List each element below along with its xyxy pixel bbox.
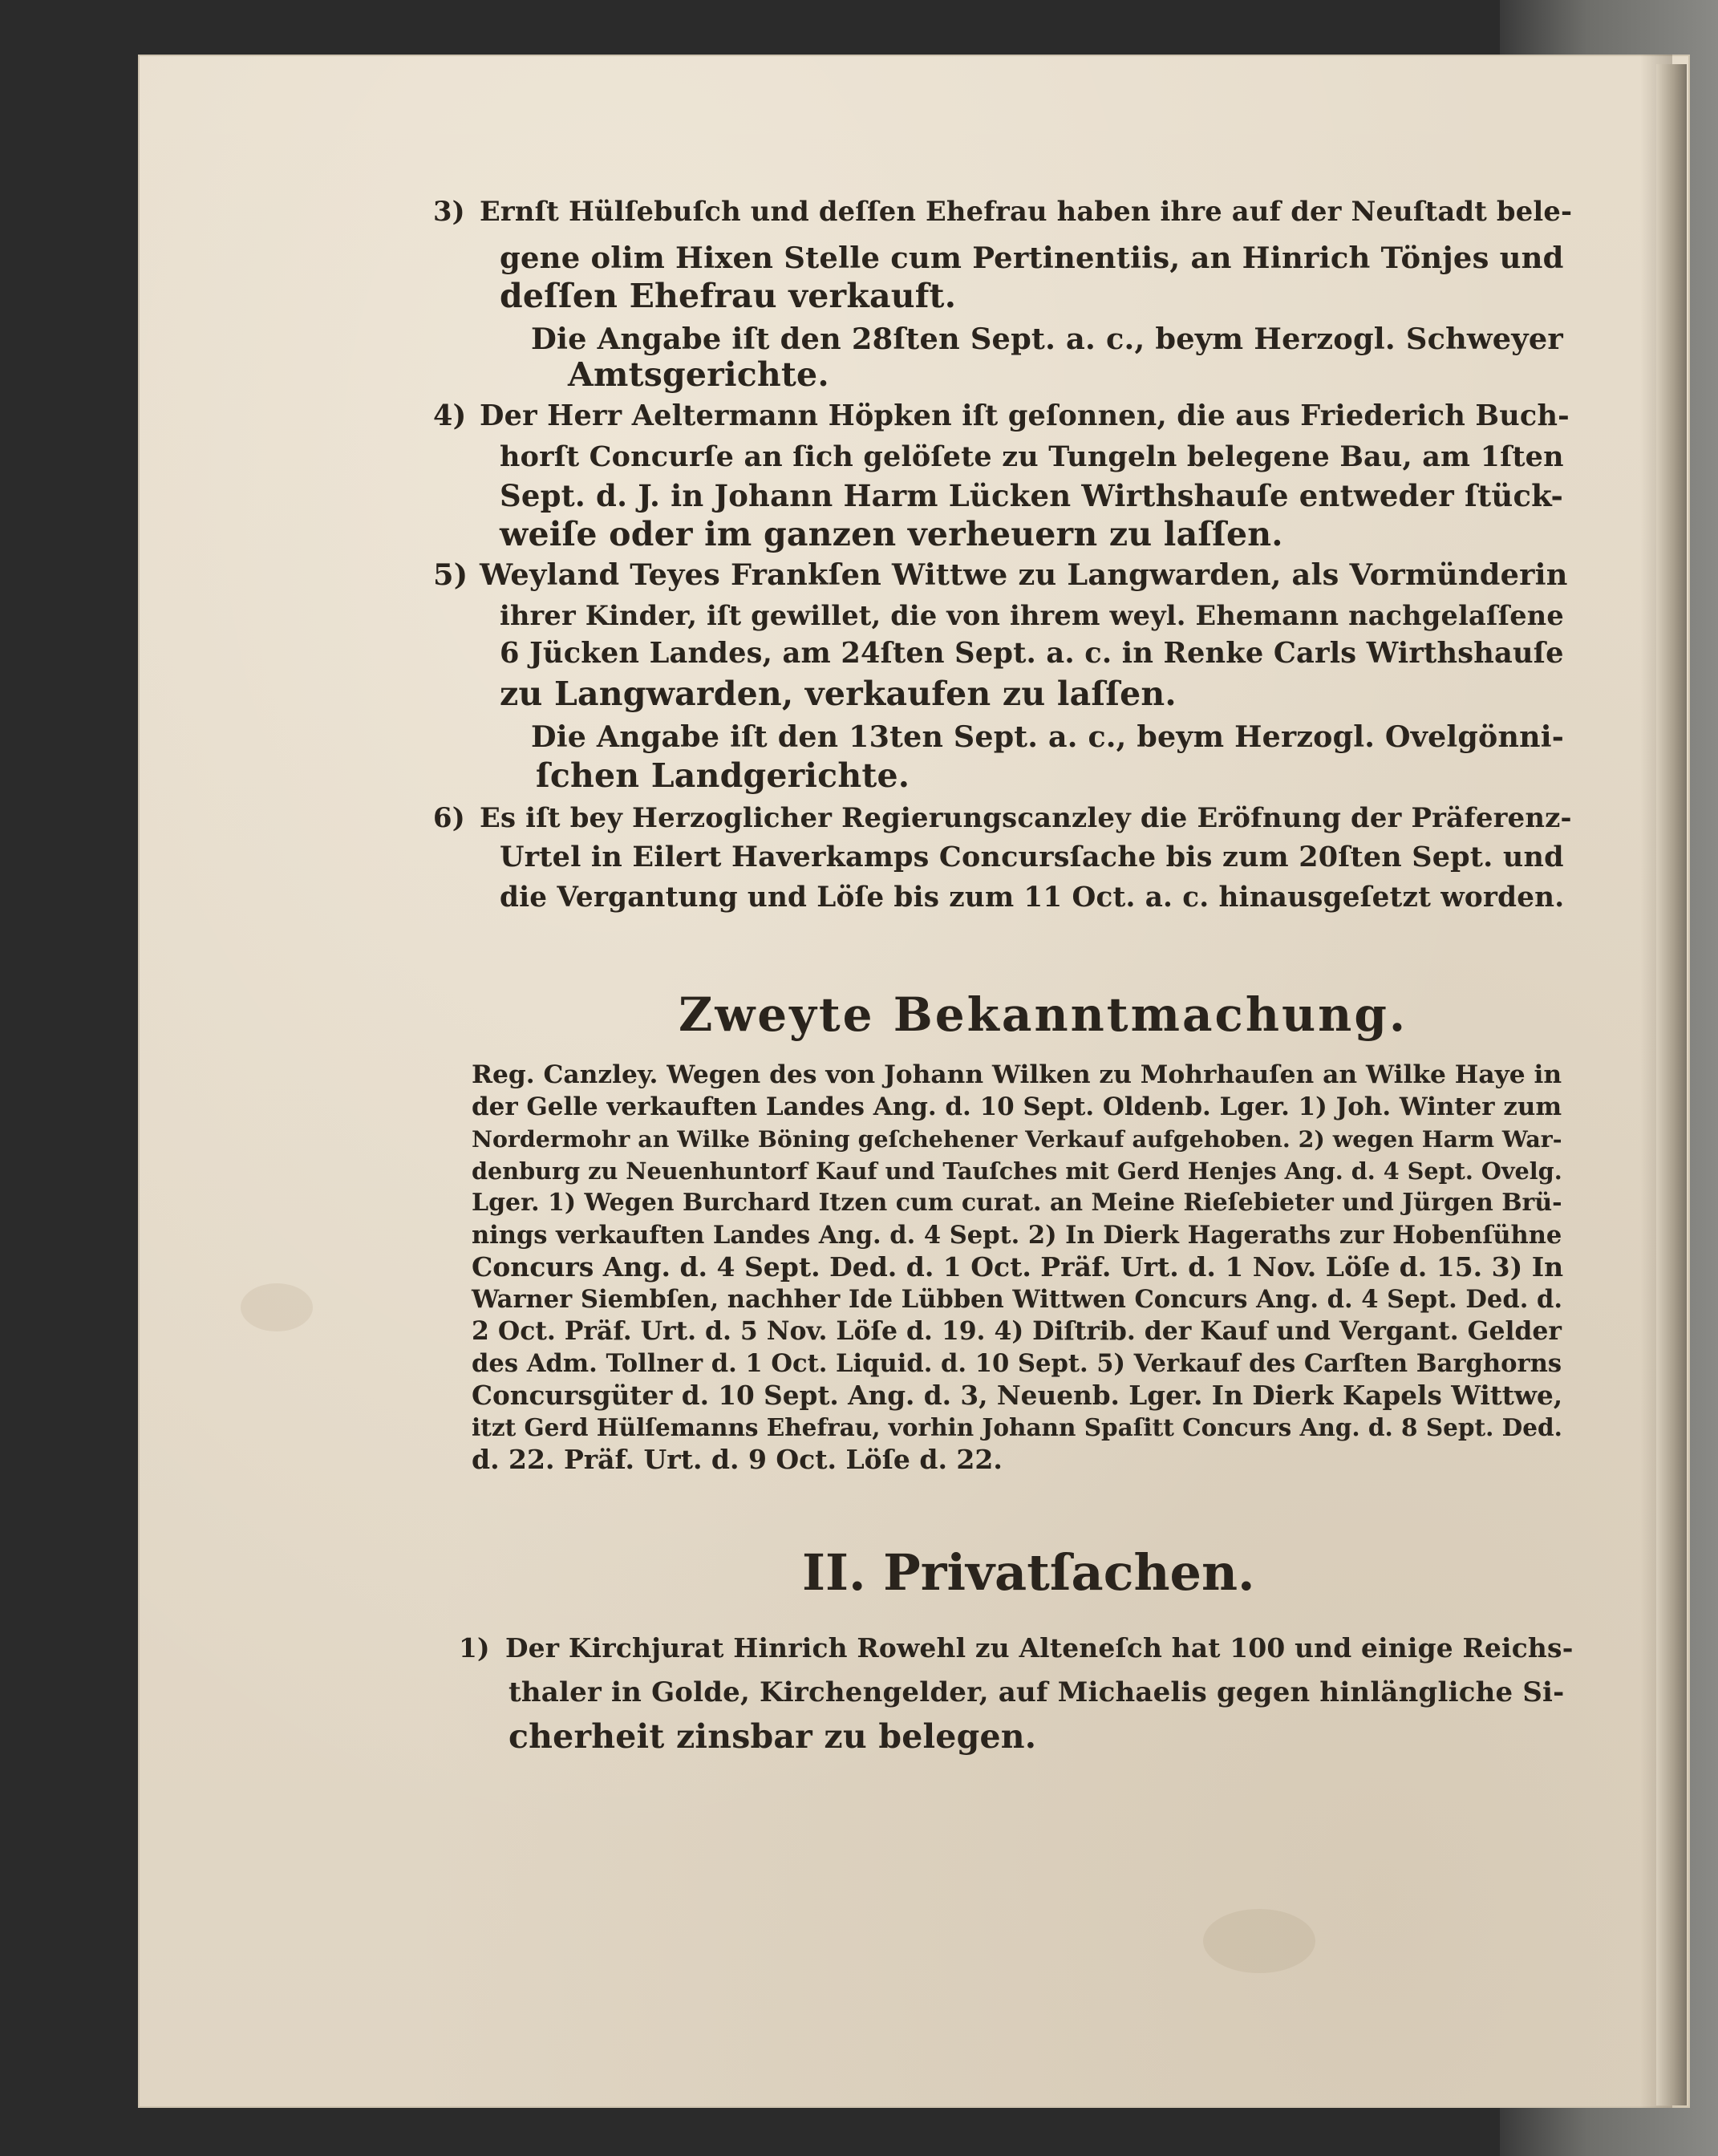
second-notice-line-6: nings verkauften Landes Ang. d. 4 Sept. 2) In Dierk Hageraths zur Hobenſühne — [472, 1221, 1562, 1250]
private-item-1-line-1: 1) Der Kirchjurat Hinrich Rowehl zu Alteneſch hat 100 und einige Reichs- — [459, 1628, 1574, 1668]
item-3-note-1: Die Angabe iſt den 28ſten Sept. a. c., beym Herzogl. Schweyer — [531, 322, 1563, 356]
item-6-line-3: die Vergantung und Löſe bis zum 11 Oct. a. c. hinausgeſetzt worden. — [500, 881, 1565, 914]
item-3-note-2: Amtsgerichte. — [568, 355, 829, 394]
item-number: 5) — [433, 557, 468, 592]
second-notice-line-7: Concurs Ang. d. 4 Sept. Ded. d. 1 Oct. Präf. Urt. d. 1 Nov. Löſe d. 15. 3) In — [472, 1251, 1564, 1283]
item-3-line-3: deſſen Ehefrau verkauft. — [500, 277, 957, 315]
item-number: 1) — [459, 1632, 490, 1664]
item-number: 4) — [433, 399, 467, 432]
second-notice-line-1: Reg. Canzley. Wegen des von Johann Wilken zu Mohrhauſen an Wilke Haye in — [472, 1060, 1562, 1089]
second-notice-line-12: itzt Gerd Hülſemanns Ehefrau, vorhin Johann Spaſitt Concurs Ang. d. 8 Sept. Ded. — [472, 1413, 1562, 1441]
item-6-line-2: Urtel in Eilert Haverkamps Concursſache bis zum 20ſten Sept. und — [500, 841, 1564, 873]
second-notice-line-4: denburg zu Neuenhuntorf Kauf und Tauſches mit Gerd Henjes Ang. d. 4 Sept. Ovelg. — [472, 1157, 1562, 1185]
second-notice-line-3: Nordermohr an Wilke Böning geſchehener Verkauf aufgehoben. 2) wegen Harm War- — [472, 1125, 1562, 1153]
item-5-line-2: ihrer Kinder, iſt gewillet, die von ihrem weyl. Ehemann nachgelaſſene — [500, 599, 1564, 631]
item-4-line-3: Sept. d. J. in Johann Harm Lücken Wirthshauſe entweder ſtück- — [500, 478, 1564, 513]
second-notice-line-8: Warner Siembſen, nachher Ide Lübben Wittwen Concurs Ang. d. 4 Sept. Ded. d. — [472, 1285, 1562, 1314]
item-5-line-4: zu Langwarden, verkaufen zu laſſen. — [500, 675, 1177, 713]
private-section-heading: II. Privatſachen. — [802, 1543, 1255, 1602]
second-notice-line-13: d. 22. Präf. Urt. d. 9 Oct. Löſe d. 22. — [472, 1444, 1003, 1475]
second-notice-line-2: der Gelle verkauften Landes Ang. d. 10 Sept. Oldenb. Lger. 1) Joh. Winter zum — [472, 1092, 1562, 1121]
item-5-line-3: 6 Jücken Landes, am 24ſten Sept. a. c. in Renke Carls Wirthshauſe — [500, 637, 1564, 670]
item-4-line-2: horſt Concurſe an ſich gelöſete zu Tungeln belegene Bau, am 1ſten — [500, 440, 1564, 473]
second-notice-line-9: 2 Oct. Präf. Urt. d. 5 Nov. Löſe d. 19. 4) Diſtrib. der Kauf und Vergant. Gelder — [472, 1316, 1562, 1346]
item-5-note-1: Die Angabe iſt den 13ten Sept. a. c., beym Herzogl. Ovelgönni- — [531, 719, 1565, 754]
item-4-line-1: 4) Der Herr Aeltermann Höpken iſt geſonnen, die aus Friederich Buch- — [433, 396, 1570, 436]
item-number: 6) — [433, 801, 465, 833]
private-item-1-line-2: thaler in Golde, Kirchengelder, auf Michaelis gegen hinlängliche Si- — [509, 1676, 1565, 1708]
item-6-line-1: 6) Es iſt bey Herzoglicher Regierungscanzley die Eröfnung der Präferenz- — [433, 797, 1572, 837]
second-notice-heading: Zweyte Bekanntmachung. — [679, 987, 1408, 1042]
item-4-line-4: weiſe oder im ganzen verheuern zu laſſen. — [500, 515, 1283, 553]
second-notice-line-10: des Adm. Tollner d. 1 Oct. Liquid. d. 10 Sept. 5) Verkauf des Carſten Barghorns — [472, 1349, 1562, 1378]
item-3-line-2: gene olim Hixen Stelle cum Pertinentiis, an Hinrich Tönjes und — [500, 240, 1564, 275]
second-notice-line-5: Lger. 1) Wegen Burchard Itzen cum curat. an Meine Rieſebieter und Jürgen Brü- — [472, 1189, 1562, 1217]
item-3-line-1: 3) Ernſt Hülſebuſch und deſſen Ehefrau haben ihre auf der Neuſtadt bele- — [433, 191, 1572, 231]
second-notice-line-11: Concursgüter d. 10 Sept. Ang. d. 3, Neuenb. Lger. In Dierk Kapels Wittwe, — [472, 1380, 1563, 1411]
item-5-line-1: 5) Weyland Teyes Frankſen Wittwe zu Langwarden, als Vormünderin — [433, 555, 1568, 595]
private-item-1-line-3: cherheit zinsbar zu belegen. — [509, 1717, 1037, 1756]
item-number: 3) — [433, 195, 465, 227]
item-5-note-2: ſchen Landgerichte. — [536, 756, 910, 795]
